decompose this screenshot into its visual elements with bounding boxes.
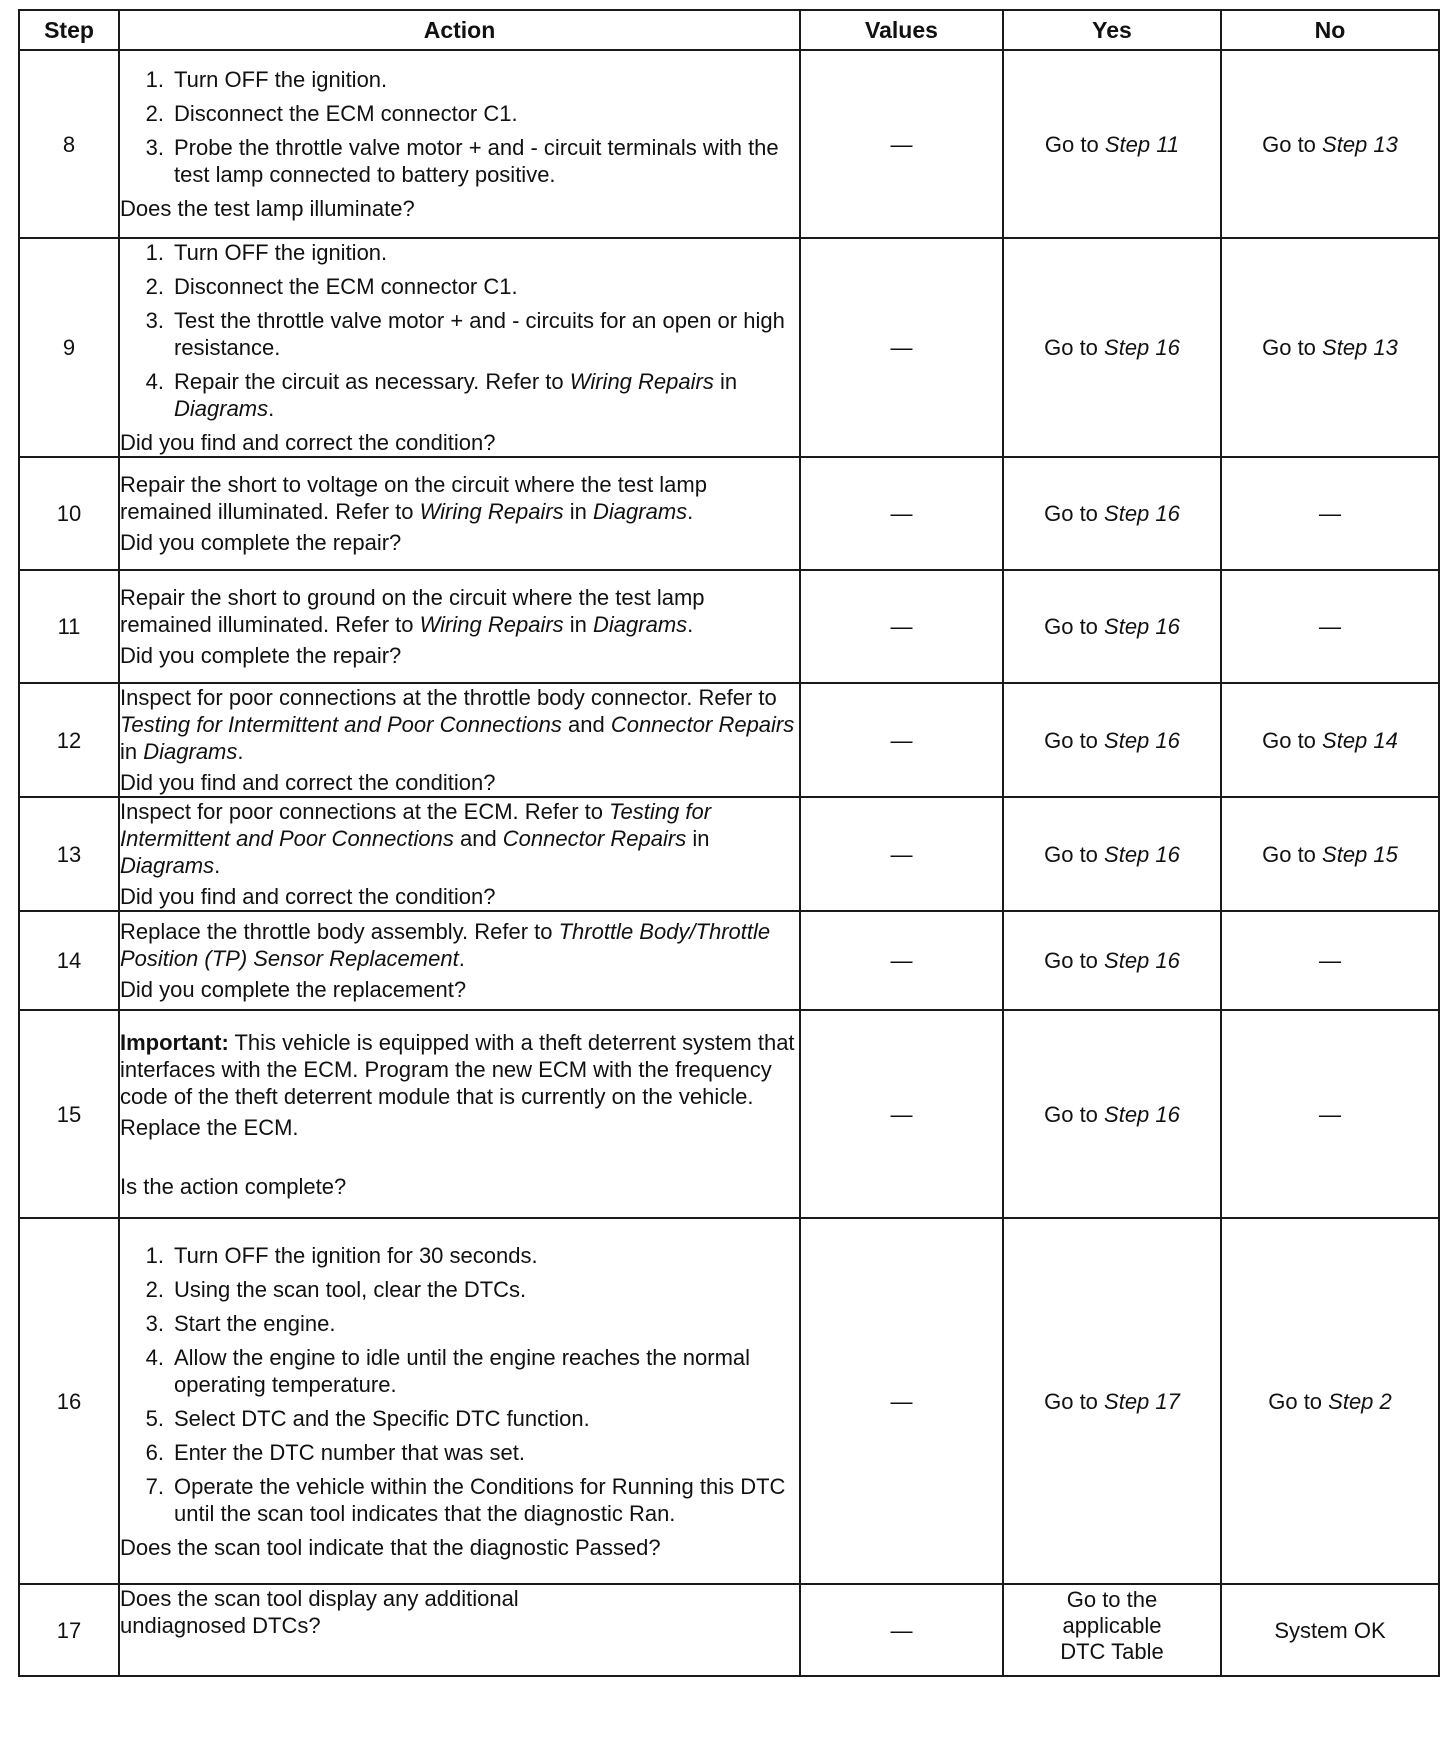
action-steps [120,66,799,188]
list-item: 4. Allow the engine to idle until the engine reaches the normal operating temperature. [145,1344,751,1397]
values-cell [800,1218,1003,1584]
header-step: Step [19,10,119,50]
list-item: 1. Turn OFF the ignition. [145,240,388,265]
step-number: 10 [19,457,119,570]
yes-cell: Go to Step 16 [1003,238,1221,457]
action-question: Does the scan tool indicate that the diagnostic Passed? [120,1534,661,1560]
header-values: Values [800,10,1003,50]
no-cell: Go to Step 15 [1221,797,1439,911]
important-label: Important: [120,1029,229,1055]
yes-cell: Go to Step 16 [1003,797,1221,911]
table-row [19,1584,1439,1676]
yes-cell: Go to Step 16 [1003,683,1221,797]
list-item: 2. Disconnect the ECM connector C1. [145,274,518,299]
values-cell [800,911,1003,1010]
action-cell [119,1584,800,1676]
step-number: 16 [19,1218,119,1584]
values-dash: — [890,1101,913,1127]
action-cell [119,238,800,457]
step-reference: Step 16 [1104,948,1180,973]
action-question: Does the test lamp illuminate? [120,196,415,221]
header-yes: Yes [1003,10,1221,50]
no-dash: — [1319,501,1341,526]
yes-line: DTC Table [1060,1639,1164,1664]
action-steps [120,1242,799,1527]
action-question: Did you find and correct the condition? [120,770,496,795]
list-item: 1. Turn OFF the ignition for 30 seconds. [145,1242,538,1268]
no-cell: Go to Step 13 [1221,50,1439,238]
yes-cell: Go to Step 16 [1003,911,1221,1010]
values-dash: — [890,614,913,639]
table-row [19,1010,1439,1218]
step-reference: Step 16 [1104,1101,1180,1127]
step-reference: Step 13 [1322,335,1398,360]
step-reference: Step 11 [1104,131,1180,157]
list-item: 2. Disconnect the ECM connector C1. [145,101,518,126]
action-question: Did you find and correct the condition? [120,430,496,455]
list-item: 4. Repair the circuit as necessary. Refer to Wiring Repairs in Diagrams. [145,369,738,421]
no-dash: — [1319,614,1341,639]
header-no: No [1221,10,1439,50]
action-text: Repair the short to ground on the circuit where the test lamp remained illuminated. Refer to Wiring Repairs in Diagrams. [120,585,705,637]
action-cell [119,570,800,683]
table-row [19,1218,1439,1584]
values-dash: — [890,131,913,157]
no-cell: Go to Step 14 [1221,683,1439,797]
yes-line: Go to the [1066,1587,1158,1612]
action-text: Replace the throttle body assembly. Refer to Throttle Body/Throttle Position (TP) Sensor Replacement. [120,919,771,971]
yes-cell: Go to Step 11 [1003,50,1221,238]
no-cell: Go to Step 13 [1221,238,1439,457]
values-cell [800,50,1003,238]
no-dash: — [1319,948,1341,973]
action-question: Does the scan tool display any additional undiagnosed DTCs? [120,1586,519,1638]
step-reference: Step 16 [1104,501,1180,526]
step-reference: Step 16 [1104,614,1180,639]
table-row [19,238,1439,457]
table-row [19,683,1439,797]
yes-cell: Go to Step 16 [1003,570,1221,683]
step-reference: Step 16 [1104,335,1180,360]
values-dash: — [890,501,913,526]
action-question: Did you complete the replacement? [120,977,467,1002]
values-dash: — [890,841,913,867]
no-dash: — [1319,1101,1341,1127]
action-cell [119,1010,800,1218]
important-note: Important: This vehicle is equipped with a theft deterrent system that interfaces with the ECM. Program the new ECM with the frequency code of the theft deterrent module that is currently on the vehicle. [120,1029,795,1109]
header-action: Action [119,10,800,50]
values-dash: — [890,727,913,753]
table-row [19,50,1439,238]
action-cell [119,457,800,570]
no-cell [1221,570,1439,683]
action-text: Inspect for poor connections at the ECM. Refer to Testing for Intermittent and Poor Connections and Connector Repairs in Diagrams. [120,799,712,878]
yes-line: applicable [1062,1613,1162,1638]
values-cell [800,1010,1003,1218]
no-cell [1221,1584,1439,1676]
action-cell [119,50,800,238]
action-question: Did you complete the repair? [120,643,402,668]
values-dash: — [890,948,913,973]
list-item: 2. Using the scan tool, clear the DTCs. [145,1276,527,1302]
action-steps [120,239,799,422]
system-ok-text: System OK [1274,1617,1386,1643]
table-row [19,911,1439,1010]
table-header-row [19,10,1439,50]
values-dash: — [890,1388,913,1414]
table-row [19,457,1439,570]
values-dash: — [890,335,913,360]
yes-cell [1003,1584,1221,1676]
table-row [19,797,1439,911]
step-number: 15 [19,1010,119,1218]
action-cell [119,911,800,1010]
yes-cell: Go to Step 16 [1003,1010,1221,1218]
action-question: Is the action complete? [120,1173,347,1199]
table-row [19,570,1439,683]
values-cell [800,570,1003,683]
action-cell [119,683,800,797]
step-reference: Step 16 [1104,727,1180,753]
list-item: 1. Turn OFF the ignition. [145,67,388,92]
list-item: 6. Enter the DTC number that was set. [145,1439,525,1465]
no-cell [1221,1010,1439,1218]
list-item: 7. Operate the vehicle within the Conditions for Running this DTC until the scan tool indicates that the diagnostic Ran. [145,1473,786,1526]
step-number: 12 [19,683,119,797]
step-reference: Step 16 [1104,841,1180,867]
values-cell [800,1584,1003,1676]
no-cell [1221,457,1439,570]
values-cell [800,683,1003,797]
list-item: 3. Start the engine. [145,1310,336,1336]
action-text: Repair the short to voltage on the circuit where the test lamp remained illuminated. Refer to Wiring Repairs in Diagrams. [120,472,707,524]
action-cell [119,797,800,911]
step-number: 8 [19,50,119,238]
step-number: 13 [19,797,119,911]
step-reference: Step 15 [1322,841,1398,867]
yes-cell: Go to Step 16 [1003,457,1221,570]
action-instruction: Replace the ECM. [120,1114,299,1140]
list-item: 3. Test the throttle valve motor + and - circuits for an open or high resistance. [145,308,785,360]
values-cell [800,238,1003,457]
list-item: 3. Probe the throttle valve motor + and - circuit terminals with the test lamp connected to battery positive. [145,135,779,187]
values-cell [800,457,1003,570]
step-reference: Step 13 [1322,131,1398,157]
values-cell [800,797,1003,911]
list-item: 5. Select DTC and the Specific DTC function. [145,1405,590,1431]
step-reference: Step 14 [1322,727,1398,753]
step-reference: Step 17 [1104,1388,1180,1414]
action-text: Inspect for poor connections at the throttle body connector. Refer to Testing for Intermittent and Poor Connections and Connector Repairs in Diagrams. [120,685,795,764]
no-cell [1221,911,1439,1010]
step-number: 9 [19,238,119,457]
step-number: 17 [19,1584,119,1676]
action-question: Did you complete the repair? [120,530,402,555]
diagnostic-table [18,9,1440,1677]
action-cell [119,1218,800,1584]
action-question: Did you find and correct the condition? [120,884,496,909]
step-number: 14 [19,911,119,1010]
yes-cell: Go to Step 17 [1003,1218,1221,1584]
no-cell: Go to Step 2 [1221,1218,1439,1584]
step-reference: Step 2 [1328,1388,1392,1414]
values-dash: — [890,1617,913,1643]
step-number: 11 [19,570,119,683]
